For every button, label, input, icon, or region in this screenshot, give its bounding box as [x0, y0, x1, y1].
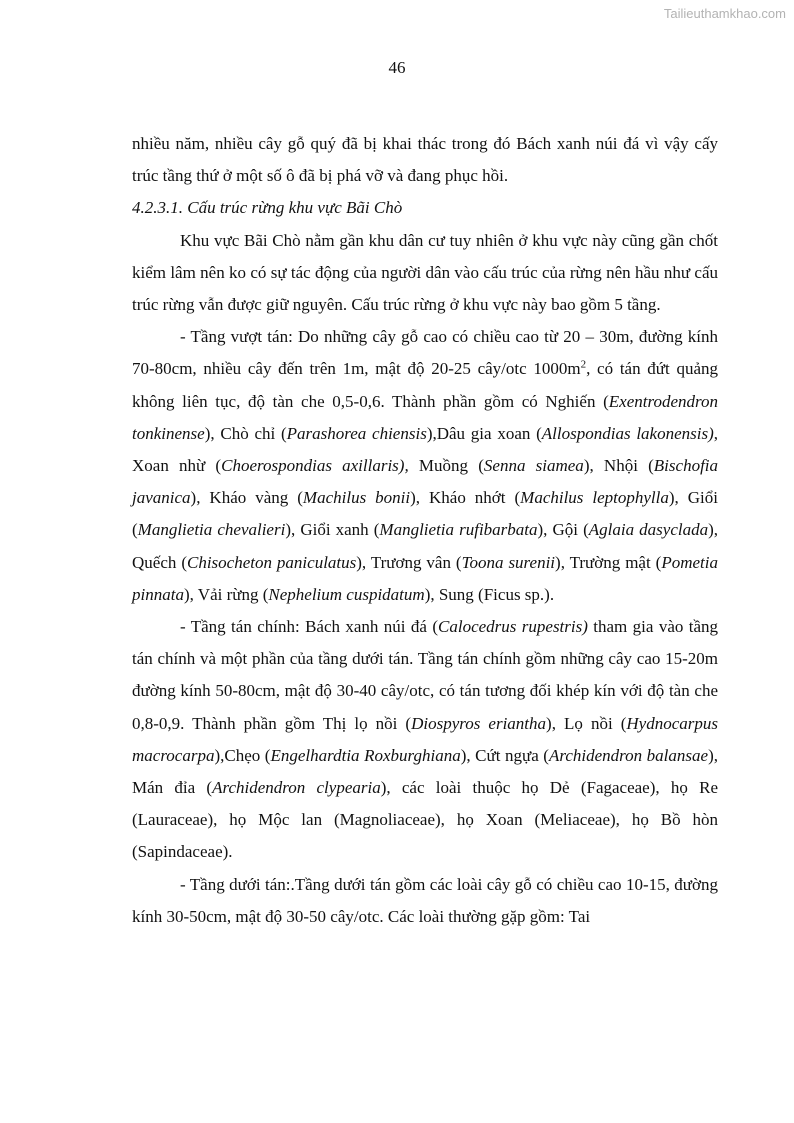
species-name: Toona surenii [461, 552, 556, 572]
species-name: Bischofia javanica [132, 456, 719, 508]
text-run: ), Mán đỉa ( [132, 745, 718, 798]
species-name: Allospondias lakonensis) [541, 423, 714, 443]
species-name: Hydnocarpus macrocarpa [132, 713, 719, 765]
text-run: , có tán đứt quảng không liên tục, độ tàn che 0,5-0,6. Thành phần gồm có Nghiến ( [132, 359, 718, 411]
paragraph-continuation: nhiều năm, nhiều cây gỗ quý đã bị khai thác trong đó Bách xanh núi đá vì vậy cấy trúc tầng thứ ở một số ô đã bị phá vỡ và đang phục hồi. [132, 134, 718, 186]
text-run: ), Sung (Ficus sp.). [424, 584, 555, 604]
species-name: Parashorea chiensis [286, 423, 427, 443]
text-run: , Xoan nhừ ( [132, 423, 718, 476]
text-run: ), Lọ nồi ( [546, 713, 627, 733]
text-run: ), Trường mật ( [555, 552, 662, 572]
text-run: ), Trương vân ( [356, 552, 462, 572]
text-run: - Tầng tán chính: Bách xanh núi đá ( [180, 617, 439, 637]
section-heading: 4.2.3.1. Cấu trúc rừng khu vực Bãi Chò [132, 198, 403, 218]
species-name: Chisocheton paniculatus [186, 552, 357, 572]
species-name: Exentrodendron tonkinense [132, 391, 718, 443]
species-name: Pometia pinnata [132, 552, 718, 604]
watermark: Tailieuthamkhao.com [663, 6, 786, 21]
species-name: Machilus leptophylla [520, 488, 669, 508]
page-number: 46 [388, 58, 406, 77]
species-name: Machilus bonii [302, 488, 411, 508]
text-run: ), Vải rừng ( [183, 584, 269, 604]
text-run: ), Gội ( [537, 520, 589, 540]
species-name: Manglietia chevalieri [137, 520, 286, 540]
text-run: ), Cứt ngựa ( [460, 745, 549, 765]
species-name: Archidendron balansae [548, 745, 709, 765]
species-name: Choerospondias axillaris), [221, 456, 409, 476]
superscript: 2 [580, 358, 587, 371]
species-name: Calocedrus rupestris) [438, 617, 588, 637]
paragraph-tang-duoi-tan: - Tầng dưới tán:.Tầng dưới tán gồm các loài cây gỗ có chiều cao 10-15, đường kính 30-50cm, mật độ 30-50 cây/otc. Các loài thường gặp gồm: Tai [132, 874, 718, 926]
text-run: ), các loài thuộc họ Dẻ (Fagaceae), họ Re (Lauraceae), họ Mộc lan (Magnoliaceae), họ Xoan (Meliaceae), họ Bồ hòn (Sapindaceae). [132, 778, 718, 862]
text-run: - Tầng vượt tán: Do những cây gỗ cao có chiều cao từ 20 – 30m, đường kính 70-80cm, nhiều cây đến trên 1m, mật độ 20-25 cây/otc 1000m [132, 327, 718, 379]
text-run: ), Giổi ( [132, 488, 718, 540]
text-run: ),Dâu gia xoan ( [426, 423, 542, 443]
species-name: Aglaia dasyclada [588, 520, 709, 540]
text-run: Muồng ( [408, 456, 484, 476]
species-name: Manglietia rufibarbata [379, 520, 538, 540]
text-run: ), Nhội ( [583, 456, 654, 476]
species-name: Engelhardtia Roxburghiana [270, 745, 461, 765]
paragraph-tang-tan-chinh [132, 611, 718, 869]
text-run: ), Giổi xanh ( [285, 520, 380, 540]
text-run: ), Kháo vàng ( [190, 488, 303, 508]
text-run: tham gia vào tầng tán chính và một phần của tầng dưới tán. Tầng tán chính gồm những cây cao 15-20m đường kính 50-80cm, mật độ 30-40 cây/otc, có tán tương đối khép kín với độ tàn che 0,8-0,9. Thành phần gồm Thị lọ nồi ( [132, 617, 719, 733]
document-body [132, 128, 718, 933]
text-run: ), Chò chỉ ( [204, 423, 287, 443]
species-name: Senna siamea [483, 456, 584, 476]
paragraph-bai-cho: Khu vực Bãi Chò nằm gần khu dân cư tuy nhiên ở khu vực này cũng gần chốt kiểm lâm nên ko có sự tác động của người dân vào cấu trúc của rừng nên hầu như cấu trúc rừng vẫn được giữ nguyên. Cấu trúc rừng ở khu vực này bao gồm 5 tầng. [132, 230, 718, 315]
species-name: Diospyros eriantha [411, 713, 547, 733]
text-run: ), Quếch ( [132, 520, 719, 572]
species-name: Archidendron clypearia [212, 778, 381, 798]
text-run: ), Kháo nhớt ( [410, 488, 521, 508]
species-name: Nephelium cuspidatum [268, 584, 425, 604]
paragraph-tang-vuot-tan [132, 321, 718, 611]
text-run: ),Chẹo ( [214, 745, 271, 765]
